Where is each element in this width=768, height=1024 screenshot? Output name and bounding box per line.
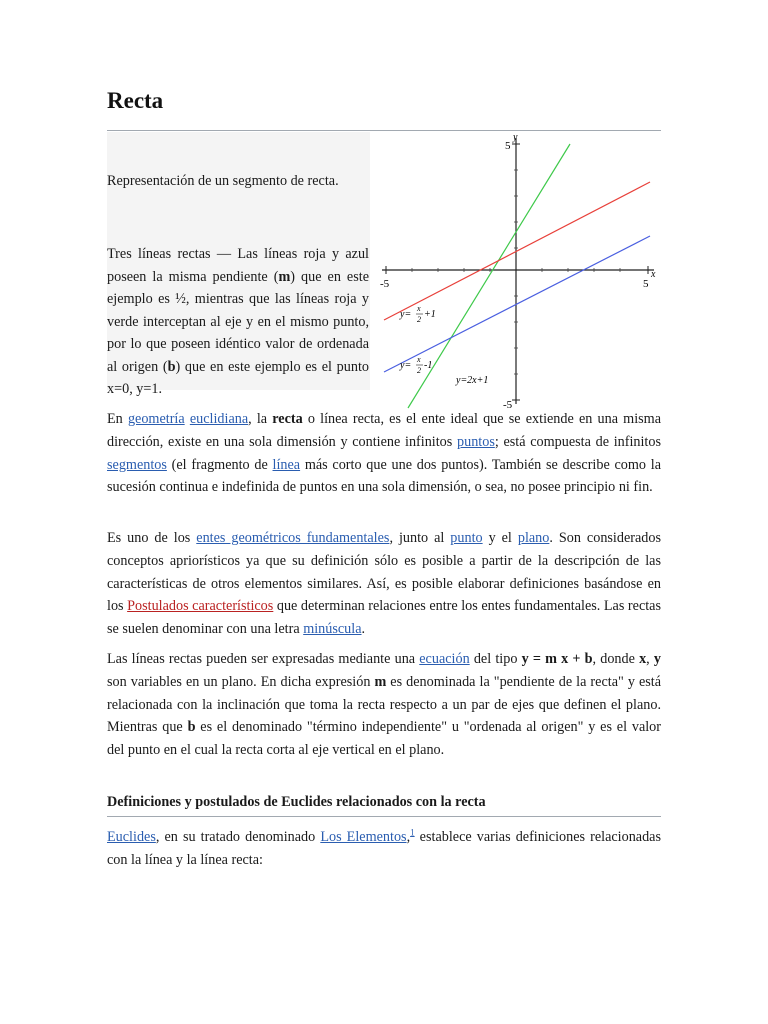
link-puntos[interactable]: puntos [457, 433, 495, 450]
section-divider [107, 816, 661, 817]
y-tick-max: 5 [505, 140, 511, 152]
link-euclides[interactable]: Euclides [107, 829, 156, 845]
svg-text:2: 2 [417, 315, 421, 324]
link-segmentos[interactable]: segmentos [107, 456, 167, 473]
link-postulados[interactable]: Postulados característicos [127, 598, 274, 615]
paragraph-3: Las líneas rectas pueden ser expresadas mediante una ecuación del tipo y = m x + b, donde x, y son variables en un plano. En dicha expresión m es denominada la "pendiente de la recta" y está relacionada con la inclinación que toma la recta respecto a un par de ejes que definen el plano. Mientras que b es el denominado "término independiente" u "ordenada al origen" y es el valor del punto en el cual la recta corta al eje vertical en el plano. [107, 651, 662, 759]
svg-text:2: 2 [417, 366, 421, 375]
paragraph-4: Euclides, en su tratado denominado Los Elementos,$^1$ establece varias definiciones relacionadas con la línea y la línea recta: [107, 827, 662, 868]
x-axis-label: x [651, 269, 656, 280]
link-entes-geometricos[interactable]: entes geométricos fundamentales [196, 530, 390, 546]
svg-text:x: x [417, 355, 421, 364]
x-tick-min: -5 [380, 278, 390, 290]
link-euclidiana[interactable]: euclidiana [189, 411, 249, 427]
link-geometria[interactable]: geometría [127, 411, 185, 427]
link-ecuacion[interactable]: ecuación [419, 651, 470, 667]
link-plano[interactable]: plano [517, 530, 550, 546]
series-red-line [384, 182, 650, 320]
series-blue-line [384, 236, 650, 372]
link-los-elementos[interactable]: Los Elementos [320, 829, 407, 845]
link-minuscula[interactable]: minúscula [303, 621, 362, 638]
y-tick-min: -5 [503, 399, 513, 411]
svg-text:x: x [417, 304, 421, 313]
label-blue-equation [399, 355, 432, 375]
svg-text:+1: +1 [424, 309, 436, 320]
caption-paragraph: Tres líneas rectas — Las líneas roja y azul poseen la misma pendiente (m) que en este ejemplo es ½, mientras que las líneas roja y verde interceptan al eje y en el mismo punto, por lo que poseen idéntico valor de ordenada al origen (b) que en este ejemplo es el punto x=0, y=1. [107, 246, 369, 397]
svg-text:y=: y= [400, 309, 412, 320]
link-linea[interactable]: línea [272, 456, 301, 473]
caption-line: Representación de un segmento de recta. [107, 173, 339, 189]
line-graph [372, 132, 662, 412]
title-divider [107, 130, 661, 131]
label-red-equation [399, 304, 436, 324]
x-tick-max: 5 [643, 278, 649, 290]
paragraph-1: En geometría euclidiana, la recta o línea recta, es el ente ideal que se extiende en una misma dirección, existe en una sola dimensión y contiene infinitos puntos; está compuesta de infinitos segmentos (el fragmento de línea más corto que une dos puntos). También se describe como la sucesión continua e indefinida de puntos en una sola dimensión, o sea, no posee principio ni fin. [107, 411, 661, 496]
svg-text:y=: y= [400, 360, 412, 371]
paragraph-2: Es uno de los entes geométricos fundamentales, junto al punto y el plano. Son considerados conceptos apriorísticos ya que su definición sólo es posible a partir de la descripción de las características de otros elementos similares. Así, es posible elaborar definiciones basándose en los Postulados característicos que determinan relaciones entre los entes fundamentales. Las rectas se suelen denominar con una letra minúscula. [107, 530, 662, 638]
svg-text:-1: -1 [424, 360, 433, 371]
label-green-equation: y=2x+1 [456, 375, 489, 386]
section-heading: Definiciones y postulados de Euclides relacionados con la recta [107, 794, 486, 810]
page-title: Recta [107, 88, 164, 113]
y-axis-label: y [513, 132, 518, 143]
link-punto[interactable]: punto [450, 530, 483, 546]
reference-link[interactable]: 1 [410, 827, 415, 838]
